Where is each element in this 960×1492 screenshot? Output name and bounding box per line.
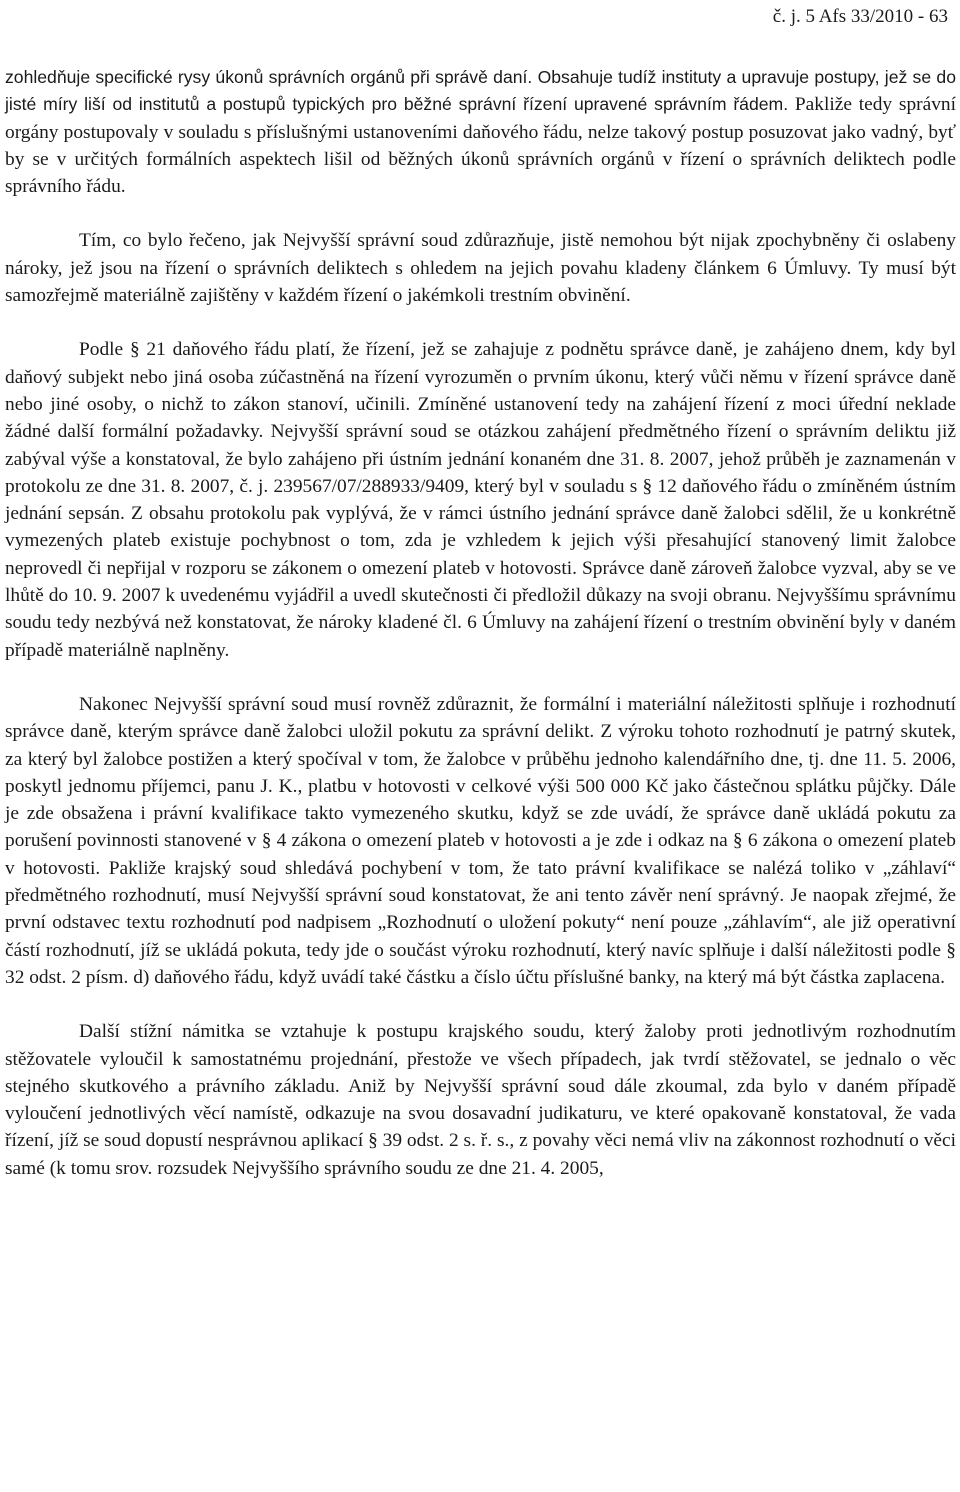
paragraph-1-segment-sans: zohledňuje specifické rysy úkonů správních orgánů při správě daní. Obsahuje tudíž instituty a upravuje postupy, jež se do jisté míry liší od institutů a postupů typických pro běžné správní řízení upravené správním řádem. <box>5 67 956 115</box>
paragraph-2: Tím, co bylo řečeno, jak Nejvyšší správní soud zdůrazňuje, jistě nemohou být nijak zpochybněny či oslabeny nároky, jež jsou na řízení o správních deliktech s ohledem na jejich povahu kladeny článkem 6 Úmluvy. Ty musí být samozřejmě materiálně zajištěny v každém řízení o jakémkoli trestním obvinění. <box>5 230 956 307</box>
case-reference: č. j. 5 Afs 33/2010 - 63 <box>772 6 948 27</box>
paragraph-5: Další stížní námitka se vztahuje k postupu krajského soudu, který žaloby proti jednotlivým rozhodnutím stěžovatele vyloučil k samostatnému projednání, přestože ve všech případech, jak tvrdí stěžovatel, se jednalo o věc stejného skutkového a právního základu. Aniž by Nejvyšší správní soud dále zkoumal, zda bylo v daném případě vyloučení jednotlivých věcí namístě, odkazuje na svou dosavadní judikaturu, ve které opakovaně konstatoval, že vada řízení, jíž se soud dopustí nesprávnou aplikací § 39 odst. 2 s. ř. s., z povahy věci nemá vliv na zákonnost rozhodnutí o věci samé (k tomu srov. rozsudek Nejvyššího správního soudu ze dne 21. 4. 2005, <box>5 1021 956 1179</box>
paragraph-4: Nakonec Nejvyšší správní soud musí rovněž zdůraznit, že formální i materiální náležitosti splňuje i rozhodnutí správce daně, kterým správce daně žalobci uložil pokutu za správní delikt. Z výroku tohoto rozhodnutí je patrný skutek, za který byl žalobce postižen a který spočíval v tom, že žalobce v průběhu jednoho kalendářního dne, tj. dne 11. 5. 2006, poskytl jednomu příjemci, panu J. K., platbu v hotovosti v celkové výši 500 000 Kč jako částečnou splátku půjčky. Dále je zde obsažena i právní kvalifikace takto vymezeného skutku, když se zde uvádí, že správce daně ukládá pokutu za porušení povinnosti stanovené v § 4 zákona o omezení plateb v hotovosti a je zde i odkaz na § 6 zákona o omezení plateb v hotovosti. Pakliže krajský soud shledává pochybení v tom, že tato právní kvalifikace se nalézá toliko v „záhlaví“ předmětného rozhodnutí, musí Nejvyšší správní soud konstatovat, že ani tento závěr není správný. Je naopak zřejmé, že první odstavec textu rozhodnutí pod nadpisem „Rozhodnutí o uložení pokuty“ není pouze „záhlavím“, ale již operativní částí rozhodnutí, jíž se ukládá pokuta, tedy jde o součást výroku rozhodnutí, který navíc splňuje i další náležitosti podle § 32 odst. 2 písm. d) daňového řádu, když uvádí také částku a číslo účtu příslušné banky, na který má být částka zaplacena. <box>5 693 956 988</box>
paragraph-1 <box>5 64 956 200</box>
paragraph-3: Podle § 21 daňového řádu platí, že řízení, jež se zahajuje z podnětu správce daně, je zahájeno dnem, kdy byl daňový subjekt nebo jiná osoba zúčastněná na řízení vyrozuměn o prvním úkonu, který vůči němu v řízení správce daně nebo jiné osoby, o nichž to zákon stanoví, učinili. Zmíněné ustanovení tedy na zahájení řízení z moci úřední neklade žádné další formální požadavky. Nejvyšší správní soud se otázkou zahájení předmětného řízení o správním deliktu již zabýval výše a konstatoval, že bylo zahájeno při ústním jednání konaném dne 31. 8. 2007, jehož průběh je zaznamenán v protokolu ze dne 31. 8. 2007, č. j. 239567/07/288933/9409, který byl v souladu s § 12 daňového řádu o zmíněném ústním jednání sepsán. Z obsahu protokolu pak vyplývá, že v rámci ústního jednání správce daně žalobci sdělil, že u konkrétně vymezených plateb existuje pochybnost o tom, zda je vzhledem k jejich výši přesahující stanovený limit žalobce neprovedl či nepřijal v rozporu se zákonem o omezení plateb v hotovosti. Správce daně zároveň žalobce vyzval, aby se ve lhůtě do 10. 9. 2007 k uvedenému vyjádřil a uvedl skutečnosti či předložil důkazy na svoji obranu. Nejvyššímu správnímu soudu tedy nezbývá než konstatovat, že nároky kladené čl. 6 Úmluvy na zahájení řízení o trestním obvinění byly v daném případě materiálně naplněny. <box>5 339 956 661</box>
paragraph-1-segment-serif: Pakliže tedy správní orgány postupovaly v souladu s příslušnými ustanoveními daňového řádu, nelze takový postup posuzovat jako vadný, byť by se v určitých formálních aspektech lišil od běžných úkonů správních orgánů v řízení o správních deliktech podle správního řádu. <box>5 94 957 198</box>
document-body <box>5 64 956 1182</box>
